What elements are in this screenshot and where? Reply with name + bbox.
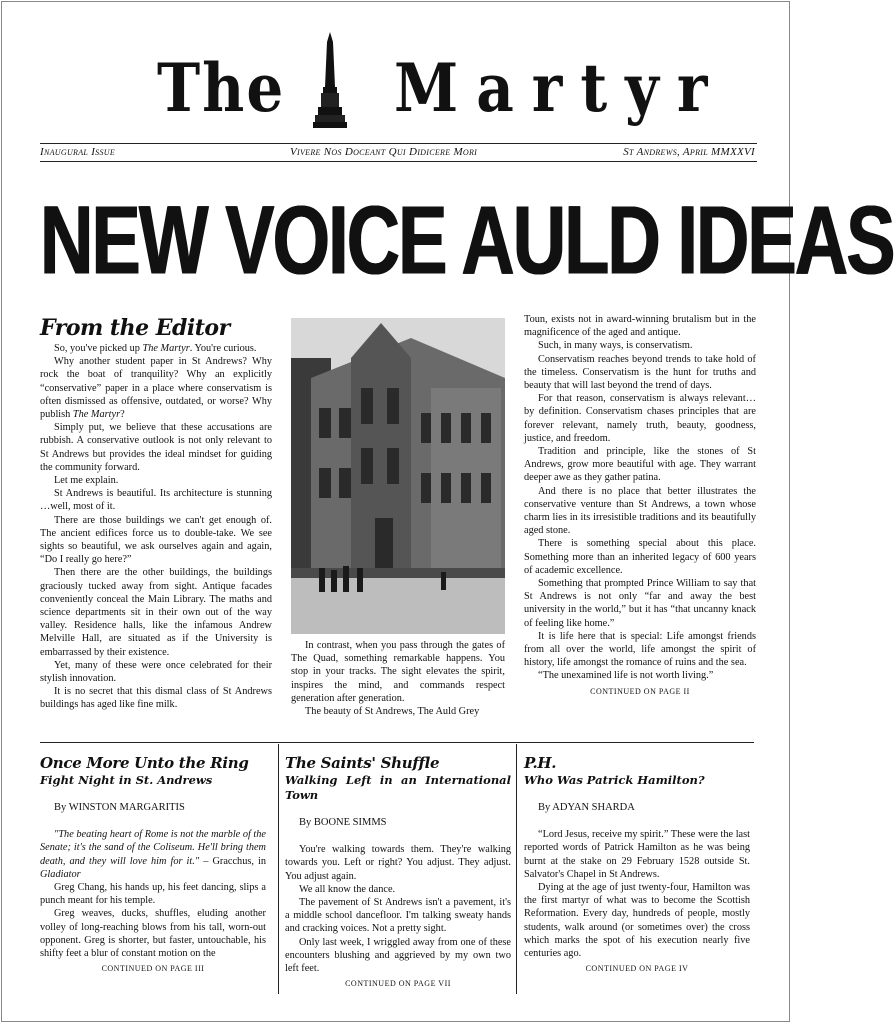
bottom-rule	[40, 161, 757, 162]
column-divider	[278, 744, 279, 994]
paragraph: "The beating heart of Rome is not the marble of the Senate; it's the sand of the Coliseum. He'll bring them death, and they will love him for it." – Gracchus, in Gladiator	[40, 829, 266, 880]
paragraph: You're walking towards them. They're walking towards you. Left or right? You adjust. They adjust. You adjust again.	[285, 844, 511, 882]
paragraph: The pavement of St Andrews isn't a pavement, it's a middle school dancefloor. I'm talking sweaty hands and cracking voices. Not a pretty sight.	[285, 897, 511, 935]
top-rule	[40, 143, 757, 144]
editor-title: From the Editor	[40, 315, 230, 341]
continued-link[interactable]: CONTINUED ON PAGE III	[101, 964, 205, 974]
newspaper-page	[1, 1, 894, 1022]
paragraph: Yet, many of these were once celebrated for their stylish innovation.	[40, 659, 272, 685]
right-column	[524, 313, 756, 731]
paragraph: Dying at the age of just twenty-four, Hamilton was the first martyr of what was to become the Scottish Reformation. Every day, hundreds of people, mostly students, walk around (or sometimes over) the cross which marks the spot of his execution nearly five centuries ago.	[524, 882, 750, 960]
paragraph: “Lord Jesus, receive my spirit.” These were the last reported words of Patrick Hamilton as he was being burnt at the stake on 29 February 1528 outside St. Salvator's Chapel in St Andrews.	[524, 829, 750, 880]
paragraph: Only last week, I wriggled away from one of these encounters blushing and aggrieved by my own two left feet.	[285, 936, 511, 975]
middle-column	[291, 639, 505, 729]
article-title: P.H.	[524, 754, 557, 772]
paragraph: The beauty of St Andrews, The Auld Grey	[305, 706, 480, 718]
paragraph: Toun, exists not in award-winning brutalism but in the magnificence of the aged and antique.	[524, 314, 756, 339]
masthead-martyr: Martyr	[394, 48, 726, 128]
article-subtitle: Walking Left in an International Town	[285, 773, 511, 802]
continued-link[interactable]: CONTINUED ON PAGE IV	[585, 964, 689, 974]
article-saints-shuffle	[285, 754, 511, 1014]
paragraph: Let me explain.	[54, 475, 119, 487]
paragraph: Something that prompted Prince William to say that St Andrews is not only “far and away the best university in the world,” but it has “that uncanny knack of feeling like home.”	[524, 578, 756, 629]
byline: By ADYAN SHARDA	[538, 802, 635, 813]
motto: Vivere Nos Doceant Qui Didicere Mori	[290, 146, 478, 158]
paragraph: Simply put, we believe that these accusations are rubbish. A conservative outlook is not only relevant to St Andrews but provides the ideal mindset for guiding the community forward.	[40, 422, 272, 473]
paragraph: We all know the dance.	[299, 883, 396, 895]
paragraph: It is no secret that this dismal class of St Andrews buildings has aged like fine milk.	[40, 686, 272, 711]
article-subtitle: Who Was Patrick Hamilton?	[524, 773, 705, 787]
byline: By BOONE SIMMS	[299, 817, 387, 828]
paragraph: Such, in many ways, is conservatism.	[538, 340, 693, 352]
paragraph: Why another student paper in St Andrews? Why rock the boat of tranquility? Why an explicitly “conservative” paper in a place where conservatism is often dismissed as offensive, outdated, or worse? Why publish The Martyr?	[40, 356, 272, 421]
paragraph: Conservatism reaches beyond trends to take hold of the timeless. Conservatism is the hunt for truths and beauty that will last beyond the trend of days.	[524, 353, 756, 392]
article-subtitle: Fight Night in St. Andrews	[40, 773, 213, 787]
masthead	[2, 40, 791, 140]
paragraph: Greg Chang, his hands up, his feet dancing, slips a punch meant for his temple.	[40, 882, 266, 907]
martyrs-monument-icon	[313, 32, 347, 132]
issue-label: Inaugural Issue	[40, 146, 116, 158]
article-patrick-hamilton	[524, 754, 750, 1014]
article-title: The Saints' Shuffle	[285, 754, 440, 772]
paragraph: There are those buildings we can't get enough of. The ancient edifices force us to double-take. We see sights so beautiful, we ask ourselves again and again, “Do I really go here?”	[40, 514, 272, 566]
paragraph: Then there are the other buildings, the buildings graciously tucked away from sight. Antique facades conveniently conceal the Main Library. The maths and science departments sit in their own out of the way valley. Residence halls, like the infamous Andrew Melville Hall, are situated as if the University is embarrassed by their existence.	[40, 567, 272, 658]
column-divider	[516, 744, 517, 994]
paragraph: There is something special about this place. Something more than an inherited legacy of 600 years of academic excellence.	[524, 538, 756, 576]
paragraph: And there is no place that better illustrates the conservative venture than St Andrews, a town whose charm lies in its irresistible traditions and its beautifully aged stone.	[524, 485, 756, 537]
paragraph: Tradition and principle, like the stones of St Andrews, grow more beautiful with age. They warrant deeper awe as they gather patina.	[524, 446, 756, 484]
dateline: St Andrews, April MMXXVI	[623, 146, 755, 158]
editor-column	[40, 314, 272, 714]
paragraph: “The unexamined life is not worth living.”	[538, 670, 714, 682]
paragraph: St Andrews is beautiful. Its architecture is stunning …well, most of it.	[40, 488, 272, 513]
section-divider	[40, 742, 754, 743]
paragraph: Greg weaves, ducks, shuffles, eluding another volley of long-reaching blows from his tall, worn-out opponent. Greg is shorter, but faster, untouchable, his shifty feet a blur of constant motion on the	[40, 908, 266, 960]
headline: NEW VOICE AULD IDEAS	[40, 185, 894, 295]
continued-link[interactable]: CONTINUED ON PAGE VII	[345, 979, 451, 989]
byline: By WINSTON MARGARITIS	[54, 802, 185, 813]
paragraph: For that reason, conservatism is always relevant…by definition. Conservatism chases principles that are forever relevant, namely truth, beauty, goodness, justice, and freedom.	[524, 393, 756, 444]
continued-link[interactable]: CONTINUED ON PAGE II	[590, 686, 690, 696]
university-building-photo	[291, 318, 505, 634]
paragraph: It is life here that is special: Life amongst friends from all over the world, life amongst the spirit of history, life amongst the romance of ruins and the sea.	[524, 630, 756, 669]
paragraph: In contrast, when you pass through the gates of The Quad, something remarkable happens. You stop in your tracks. The sight elevates the spirit, inspires the mind, and commands respect generation after generation.	[291, 640, 505, 704]
article-title: Once More Unto the Ring	[40, 754, 249, 772]
article-boxing	[40, 754, 266, 1014]
masthead-the: The	[157, 48, 286, 128]
paragraph: So, you've picked up The Martyr. You're curious.	[54, 343, 257, 354]
